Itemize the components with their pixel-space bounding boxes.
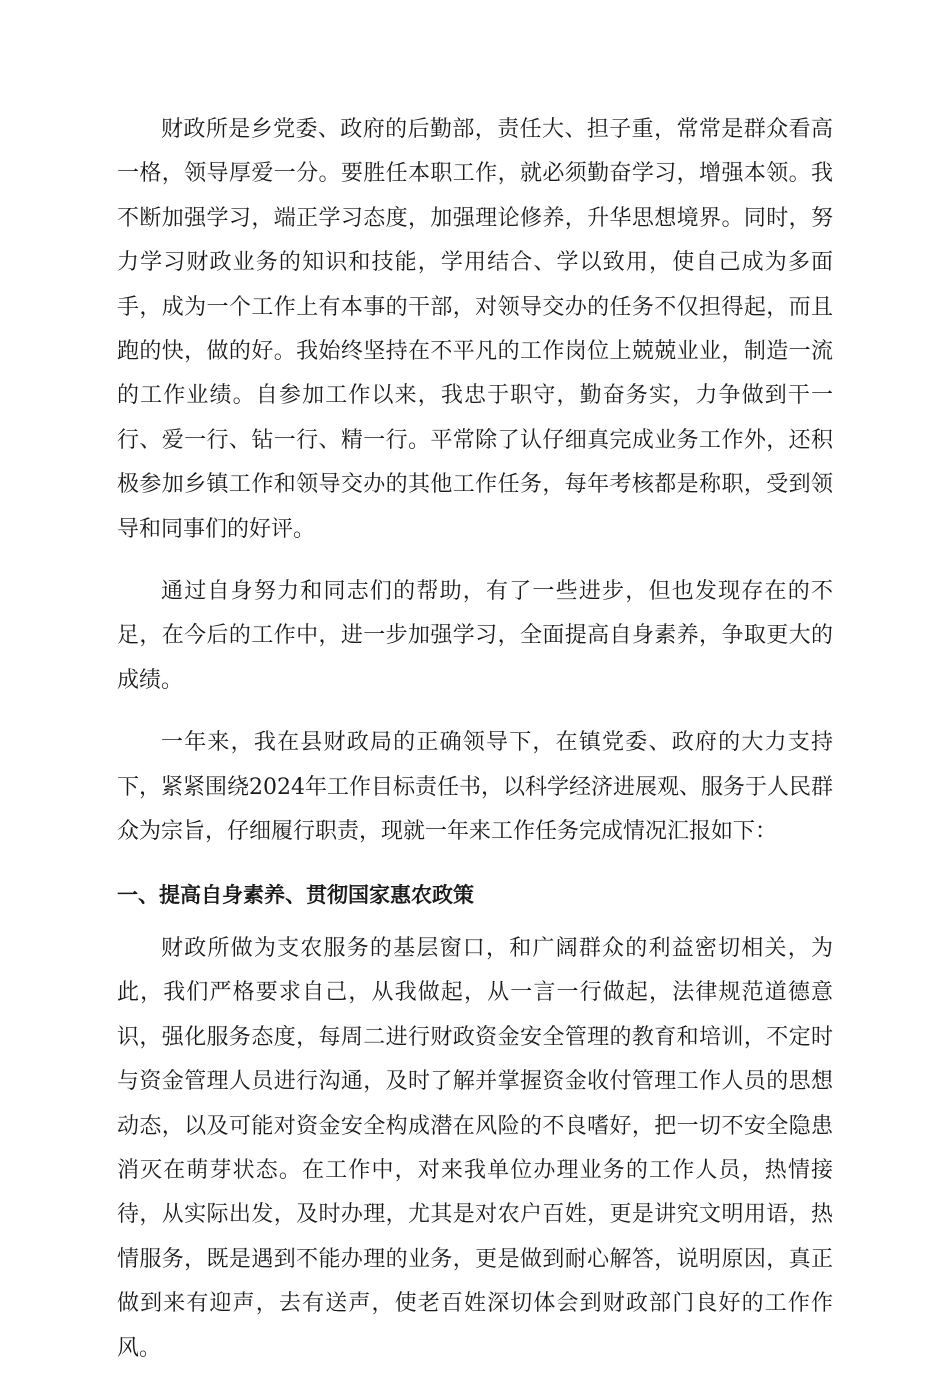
document-page	[117, 108, 833, 1389]
section-heading: 一、提高自身素养、贯彻国家惠农政策	[117, 882, 474, 907]
body-paragraph-3: 一年来，我在县财政局的正确领导下，在镇党委、政府的大力支持下，紧紧围绕2024年工作目标责任书，以科学经济进展观、服务于人民群众为宗旨，仔细履行职责，现就一年来工作任务完成情况汇报如下：	[117, 730, 833, 845]
body-paragraph-2: 通过自身努力和同志们的帮助，有了一些进步，但也发现存在的不足，在今后的工作中，进一步加强学习，全面提高自身素养，争取更大的成绩。	[117, 579, 833, 693]
body-paragraph-1: 财政所是乡党委、政府的后勤部，责任大、担子重，常常是群众看高一格，领导厚爱一分。要胜任本职工作，就必须勤奋学习，增强本领。我不断加强学习，端正学习态度，加强理论修养，升华思想境界。同时，努力学习财政业务的知识和技能，学用结合、学以致用，使自己成为多面手，成为一个工作上有本事的干部，对领导交办的任务不仅担得起，而且跑的快，做的好。我始终坚持在不平凡的工作岗位上兢兢业业，制造一流的工作业绩。自参加工作以来，我忠于职守，勤奋务实，力争做到干一行、爱一行、钻一行、精一行。平常除了认仔细真完成业务工作外，还积极参加乡镇工作和领导交办的其他工作任务，每年考核都是称职，受到领导和同事们的好评。	[117, 117, 833, 542]
section-paragraph: 财政所做为支农服务的基层窗口，和广阔群众的利益密切相关，为此，我们严格要求自己，从我做起，从一言一行做起，法律规范道德意识，强化服务态度，每周二进行财政资金安全管理的教育和培训，不定时与资金管理人员进行沟通，及时了解并掌握资金收付管理工作人员的思想动态，以及可能对资金安全构成潜在风险的不良嗜好，把一切不安全隐患消灭在萌芽状态。在工作中，对来我单位办理业务的工作人员，热情接待，从实际出发，及时办理，尤其是对农户百姓，更是讲究文明用语，热情服务，既是遇到不能办理的业务，更是做到耐心解答，说明原因，真正做到来有迎声，去有送声，使老百姓深切体会到财政部门良好的工作作风。	[117, 935, 833, 1361]
